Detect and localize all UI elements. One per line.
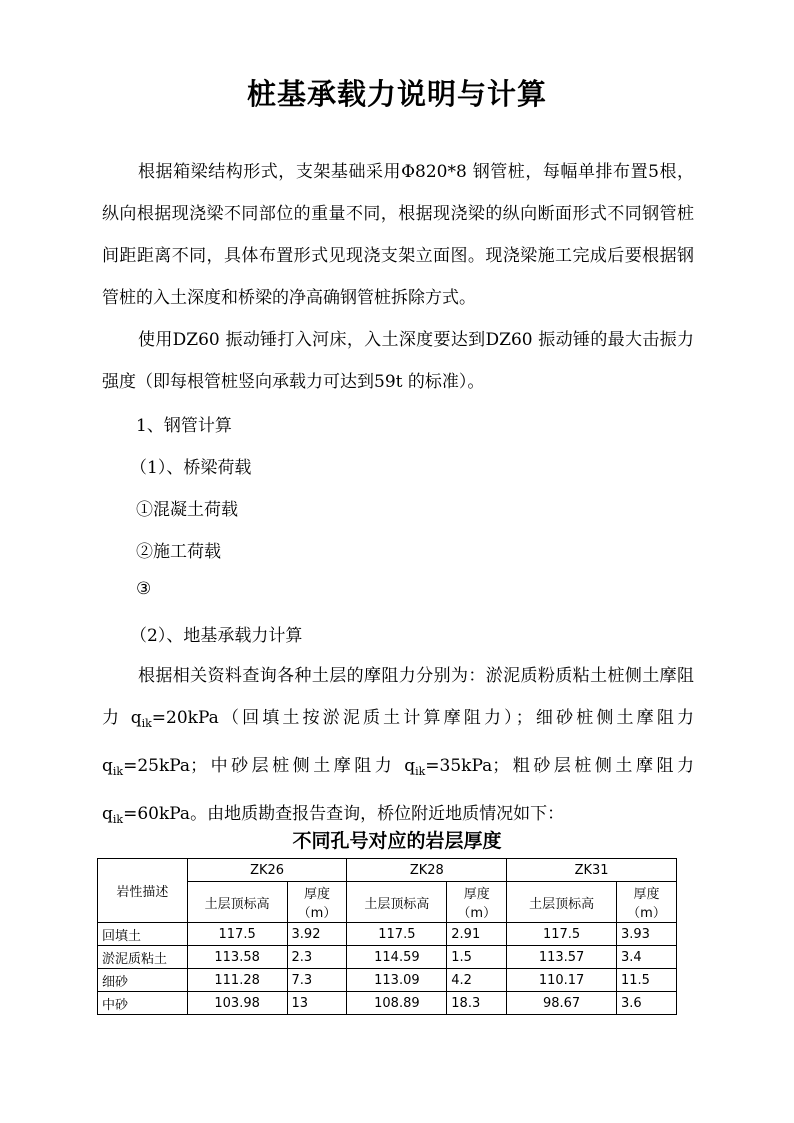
table-cell: 103.98 [187, 992, 287, 1015]
table-cell: 1.5 [447, 946, 507, 969]
table-cell: 11.5 [616, 969, 676, 992]
table-cell: 113.57 [507, 946, 617, 969]
table-title: 不同孔号对应的岩层厚度 [292, 830, 502, 852]
rock-layer-table [97, 858, 677, 1015]
table-cell: 4.2 [447, 969, 507, 992]
page-title: 桩基承载力说明与计算 [246, 77, 547, 111]
subheader-thickness: 厚度 （m） [616, 882, 676, 923]
table-row [98, 923, 677, 946]
subsection-heading-bearing-capacity: （2）、地基承载力计算 [130, 626, 303, 646]
list-item-third: ③ [136, 579, 152, 599]
table-cell: 117.5 [347, 923, 447, 946]
list-item-concrete-load: ①混凝土荷载 [136, 500, 238, 520]
table-cell: 113.09 [347, 969, 447, 992]
rock-name-cell: 淤泥质粘土 [98, 946, 188, 969]
list-item-construction-load: ②施工荷载 [136, 542, 221, 562]
subheader-elevation: 土层顶标高 [347, 882, 447, 923]
table-cell: 3.93 [616, 923, 676, 946]
table-cell: 18.3 [447, 992, 507, 1015]
section-heading-steel-pipe: 1、钢管计算 [136, 416, 232, 436]
paragraph-text: 根据相关资料查询各种土层的摩阻力分别为：淤泥质粉质粘土桩侧土摩阻力 $q_{ik}=20kPa$（回填土按淤泥质土计算摩阻力）；细砂桩侧土摩阻力 $q_{ik}=25kPa$；中砂层桩侧土摩阻力 $q_{ik}=35kPa$；粗砂层桩侧土摩阻力 $q_{ik}=60kPa$。由地质勘查报告查询，桥位附近地质情况如下： [102, 666, 694, 826]
table-cell: 3.92 [287, 923, 347, 946]
table-cell: 117.5 [187, 923, 287, 946]
subheader-elevation: 土层顶标高 [507, 882, 617, 923]
header-hole-zk26: ZK26 [187, 859, 347, 882]
paragraph-pile-foundation [102, 151, 694, 319]
table-cell: 114.59 [347, 946, 447, 969]
table-cell: 2.3 [287, 946, 347, 969]
subheader-thickness: 厚度 （m） [447, 882, 507, 923]
rock-name-cell: 回填土 [98, 923, 188, 946]
table-cell: 2.91 [447, 923, 507, 946]
table-row [98, 969, 677, 992]
paragraph-text: 根据箱梁结构形式，支架基础采用Φ820*8 钢管桩，每幅单排布置5根，纵向根据现浇梁不同部位的重量不同，根据现浇梁的纵向断面形式不同钢管桩间距距离不同，具体布置形式见现浇支架立面图。现浇梁施工完成后要根据钢管桩的入土深度和桥梁的净高确钢管桩拆除方式。 [102, 162, 694, 308]
table-row [98, 946, 677, 969]
header-hole-zk28: ZK28 [347, 859, 507, 882]
table-cell: 3.6 [616, 992, 676, 1015]
paragraph-vibratory-hammer [102, 319, 694, 403]
table-cell: 117.5 [507, 923, 617, 946]
rock-name-cell: 细砂 [98, 969, 188, 992]
paragraph-text: 使用DZ60 振动锤打入河床，入土深度要达到DZ60 振动锤的最大击振力强度（即每根管桩竖向承载力可达到59t 的标准）。 [102, 330, 694, 392]
table-row [98, 992, 677, 1015]
paragraph-friction-resistance [102, 655, 694, 841]
table-cell: 98.67 [507, 992, 617, 1015]
header-rock-description: 岩性描述 [98, 859, 188, 923]
subheader-thickness: 厚度 （m） [287, 882, 347, 923]
table-cell: 13 [287, 992, 347, 1015]
table-cell: 111.28 [187, 969, 287, 992]
subheader-elevation: 土层顶标高 [187, 882, 287, 923]
rock-name-cell: 中砂 [98, 992, 188, 1015]
subsection-heading-bridge-load: （1）、桥梁荷载 [130, 458, 252, 478]
table-cell: 110.17 [507, 969, 617, 992]
table-cell: 113.58 [187, 946, 287, 969]
header-hole-zk31: ZK31 [507, 859, 677, 882]
table-cell: 108.89 [347, 992, 447, 1015]
table-cell: 3.4 [616, 946, 676, 969]
table-cell: 7.3 [287, 969, 347, 992]
